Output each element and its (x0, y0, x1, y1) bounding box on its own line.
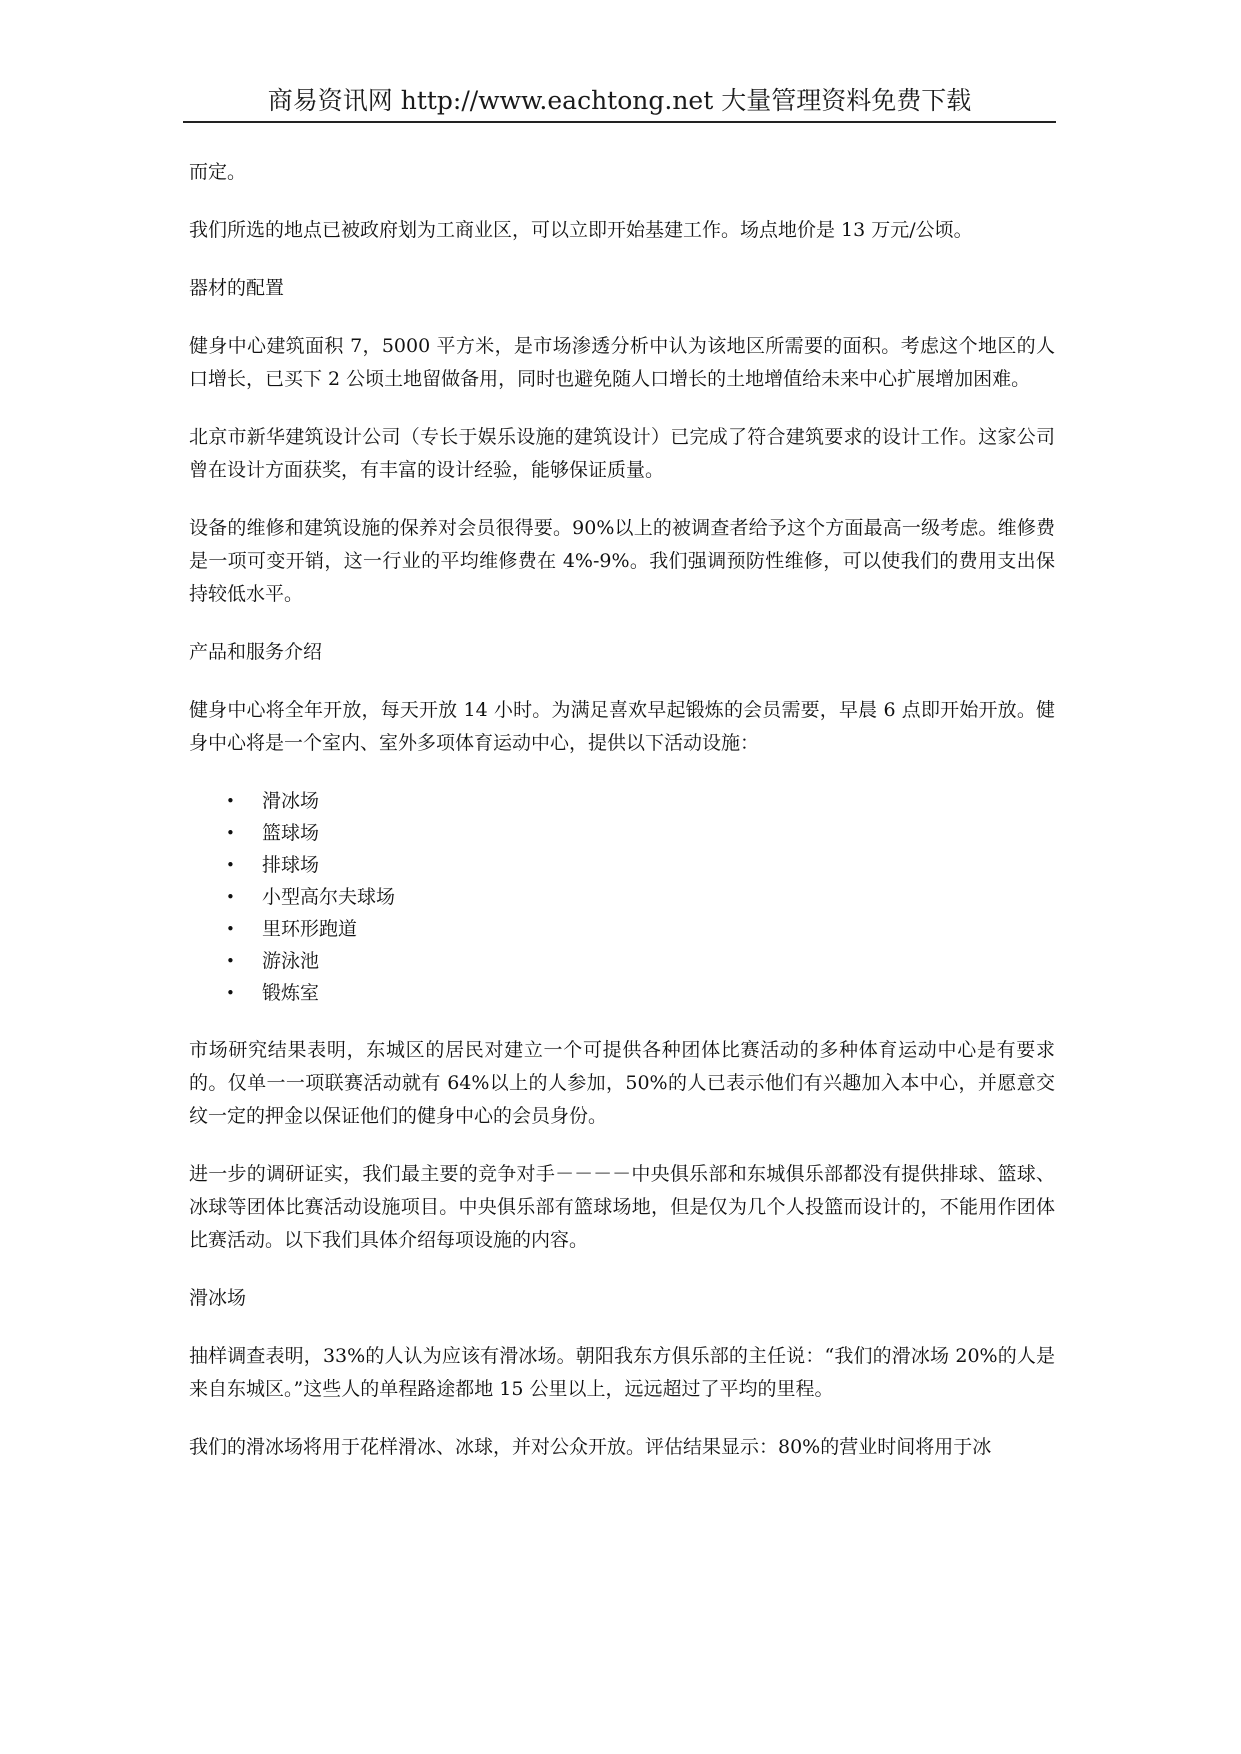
section-heading: 器材的配置 (189, 277, 285, 299)
document-body (189, 156, 1055, 1489)
list-item (189, 881, 1055, 913)
list-item-label: 滑冰场 (262, 790, 320, 812)
bullet-icon: • (226, 792, 235, 810)
page-header: 商易资讯网 http://www.eachtong.net 大量管理资料免费下载 (267, 86, 972, 115)
list-item-label: 排球场 (262, 854, 320, 876)
list-item-label: 锻炼室 (262, 982, 320, 1004)
list-item (189, 945, 1055, 977)
bullet-icon: • (226, 824, 235, 842)
bullet-icon: • (226, 856, 235, 874)
paragraph: 北京市新华建筑设计公司（专长于娱乐设施的建筑设计）已完成了符合建筑要求的设计工作。这家公司曾在设计方面获奖，有丰富的设计经验，能够保证质量。 (189, 426, 1055, 481)
list-item-label: 小型高尔夫球场 (262, 886, 396, 908)
list-item (189, 977, 1055, 1009)
paragraph: 设备的维修和建筑设施的保养对会员很得要。90%以上的被调查者给予这个方面最高一级考虑。维修费是一项可变开销，这一行业的平均维修费在 4%-9%。我们强调预防性维修，可以使我们的费用支出保持较低水平。 (189, 517, 1055, 605)
paragraph: 健身中心建筑面积 7，5000 平方米，是市场渗透分析中认为该地区所需要的面积。考虑这个地区的人口增长，已买下 2 公顷土地留做备用，同时也避免随人口增长的土地增值给未来中心扩展增加困难。 (189, 335, 1055, 390)
header-divider (183, 121, 1056, 123)
paragraph: 健身中心将全年开放，每天开放 14 小时。为满足喜欢早起锻炼的会员需要，早晨 6 点即开始开放。健身中心将是一个室内、室外多项体育运动中心，提供以下活动设施： (189, 699, 1055, 754)
paragraph: 抽样调查表明，33%的人认为应该有滑冰场。朝阳我东方俱乐部的主任说：“我们的滑冰场 20%的人是来自东城区。”这些人的单程路途都地 15 公里以上，远远超过了平均的里程。 (189, 1345, 1055, 1400)
list-item-label: 篮球场 (262, 822, 320, 844)
paragraph: 进一步的调研证实，我们最主要的竞争对手－－－－中央俱乐部和东城俱乐部都没有提供排球、篮球、冰球等团体比赛活动设施项目。中央俱乐部有篮球场地，但是仅为几个人投篮而设计的，不能用作团体比赛活动。以下我们具体介绍每项设施的内容。 (189, 1163, 1055, 1251)
list-item-label: 里环形跑道 (262, 918, 358, 940)
paragraph: 我们的滑冰场将用于花样滑冰、冰球，并对公众开放。评估结果显示：80%的营业时间将用于冰 (189, 1436, 992, 1458)
section-heading: 滑冰场 (189, 1287, 247, 1309)
bullet-icon: • (226, 920, 235, 938)
bullet-icon: • (226, 888, 235, 906)
list-item (189, 817, 1055, 849)
facility-list (189, 785, 1055, 1009)
list-item (189, 785, 1055, 817)
bullet-icon: • (226, 984, 235, 1002)
bullet-icon: • (226, 952, 235, 970)
paragraph: 我们所选的地点已被政府划为工商业区，可以立即开始基建工作。场点地价是 13 万元/公顷。 (189, 219, 973, 241)
paragraph: 而定。 (189, 161, 247, 183)
list-item (189, 849, 1055, 881)
list-item (189, 913, 1055, 945)
paragraph: 市场研究结果表明，东城区的居民对建立一个可提供各种团体比赛活动的多种体育运动中心是有要求的。仅单一一项联赛活动就有 64%以上的人参加，50%的人已表示他们有兴趣加入本中心，并愿意交纹一定的押金以保证他们的健身中心的会员身份。 (189, 1039, 1055, 1127)
list-item-label: 游泳池 (262, 950, 320, 972)
section-heading: 产品和服务介绍 (189, 641, 323, 663)
